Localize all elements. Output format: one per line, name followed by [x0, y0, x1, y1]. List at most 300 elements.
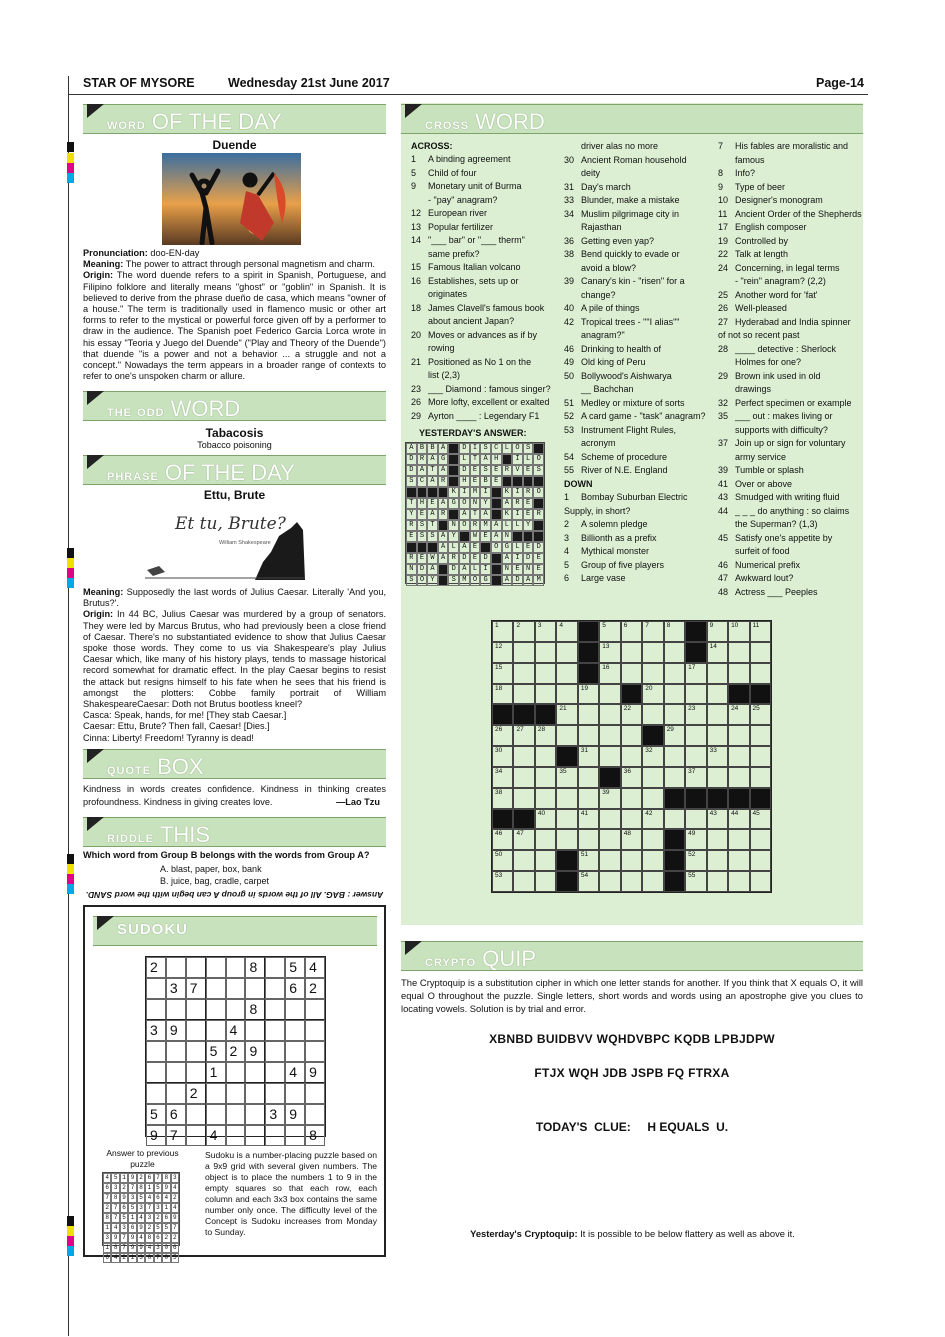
crossword-cell[interactable]: 1 — [492, 621, 513, 642]
yesterday-cell: R — [448, 553, 459, 564]
sudoku-previous-cell: 1 — [103, 1223, 111, 1233]
crossword-grid[interactable] — [491, 620, 772, 893]
crossword-cell[interactable] — [707, 767, 728, 788]
crossword-cell[interactable] — [556, 642, 577, 663]
sudoku-previous-cell: 2 — [171, 1233, 179, 1243]
crossword-cell[interactable] — [556, 829, 577, 850]
crossword-cell[interactable] — [728, 829, 749, 850]
sudoku-cell[interactable] — [245, 1083, 265, 1104]
crossword-cell[interactable]: 19 — [578, 684, 599, 705]
yesterday-cell — [417, 487, 428, 498]
crossword-cell[interactable]: 2 — [513, 621, 534, 642]
crossword-cell[interactable] — [535, 767, 556, 788]
crossword-cell[interactable] — [578, 725, 599, 746]
crossword-cell[interactable]: 49 — [685, 829, 706, 850]
sudoku-cell[interactable] — [206, 978, 226, 999]
crossword-cell[interactable] — [556, 809, 577, 830]
crossword-clue: 1 A binding agreement — [411, 154, 511, 164]
crossword-cell[interactable]: 10 — [728, 621, 749, 642]
yesterday-cell: G — [448, 498, 459, 509]
sudoku-cell[interactable] — [305, 1020, 325, 1041]
sudoku-cell[interactable]: 8 — [245, 957, 265, 978]
crossword-cell[interactable] — [621, 642, 642, 663]
crossword-cell[interactable] — [664, 663, 685, 684]
crossword-cell[interactable]: 18 — [492, 684, 513, 705]
crossword-cell[interactable] — [685, 809, 706, 830]
sudoku-cell[interactable]: 2 — [305, 978, 325, 999]
crossword-clue: 9 Monetary unit of Burma — [411, 181, 522, 191]
crossword-cell — [685, 621, 706, 642]
crossword-cell[interactable] — [707, 850, 728, 871]
cryptoquip-header: crypto QUIP — [401, 941, 863, 971]
crossword-cell[interactable]: 16 — [599, 663, 620, 684]
sudoku-cell[interactable] — [265, 1062, 285, 1083]
crossword-cell[interactable]: 40 — [535, 809, 556, 830]
sudoku-cell[interactable] — [265, 1020, 285, 1041]
crossword-cell[interactable] — [599, 809, 620, 830]
sudoku-cell[interactable]: 9 — [305, 1062, 325, 1083]
crossword-cell[interactable] — [513, 850, 534, 871]
crossword-cell — [728, 684, 749, 705]
crossword-cell[interactable]: 3 — [535, 621, 556, 642]
sudoku-cell[interactable]: 9 — [146, 1125, 166, 1146]
crossword-cell[interactable]: 46 — [492, 829, 513, 850]
yesterday-cell — [427, 542, 438, 553]
sudoku-cell[interactable] — [226, 999, 246, 1020]
crossword-cell[interactable] — [750, 767, 771, 788]
crossword-cell[interactable]: 12 — [492, 642, 513, 663]
paper-name: STAR OF MYSORE — [83, 76, 195, 90]
crossword-cell[interactable] — [685, 684, 706, 705]
crossword-cell[interactable] — [535, 829, 556, 850]
sudoku-cell[interactable] — [166, 1041, 186, 1062]
crossword-cell[interactable]: 35 — [556, 767, 577, 788]
crossword-clue: 33 Blunder, make a mistake — [564, 195, 680, 205]
crossword-cell[interactable] — [621, 788, 642, 809]
crossword-cell[interactable] — [599, 850, 620, 871]
sudoku-cell[interactable] — [226, 1104, 246, 1125]
sudoku-previous-cell: 9 — [128, 1243, 136, 1253]
sudoku-cell[interactable] — [265, 978, 285, 999]
yesterday-cell: A — [459, 564, 470, 575]
sudoku-cell[interactable]: 3 — [166, 978, 186, 999]
sudoku-cell[interactable] — [186, 1020, 206, 1041]
crossword-cell[interactable] — [642, 850, 663, 871]
crossword-cell[interactable]: 21 — [556, 704, 577, 725]
sudoku-cell[interactable] — [166, 1083, 186, 1104]
crossword-cell[interactable]: 15 — [492, 663, 513, 684]
crossword-cell[interactable] — [750, 642, 771, 663]
crossword-cell[interactable] — [728, 746, 749, 767]
sudoku-cell[interactable] — [285, 1041, 305, 1062]
sudoku-cell[interactable] — [305, 999, 325, 1020]
crossword-cell[interactable]: 55 — [685, 871, 706, 892]
crossword-cell[interactable] — [599, 871, 620, 892]
crossword-cell[interactable] — [664, 704, 685, 725]
sudoku-cell[interactable] — [226, 978, 246, 999]
sudoku-cell[interactable] — [245, 1062, 265, 1083]
crossword-cell[interactable] — [535, 663, 556, 684]
crossword-cell[interactable]: 13 — [599, 642, 620, 663]
yesterday-cell: R — [523, 487, 534, 498]
crossword-cell[interactable]: 33 — [707, 746, 728, 767]
sudoku-cell[interactable]: 8 — [305, 1125, 325, 1146]
crossword-cell[interactable] — [535, 684, 556, 705]
yesterday-cell: O — [459, 498, 470, 509]
sudoku-grid[interactable] — [145, 956, 326, 1143]
sudoku-cell[interactable] — [305, 1083, 325, 1104]
crossword-cell[interactable] — [621, 871, 642, 892]
crossword-cell[interactable] — [750, 850, 771, 871]
crossword-cell[interactable]: 38 — [492, 788, 513, 809]
sudoku-cell[interactable]: 8 — [245, 999, 265, 1020]
quote-box-header: quote BOX — [83, 749, 386, 779]
sudoku-cell[interactable]: 2 — [146, 957, 166, 978]
yesterday-cell: M — [459, 575, 470, 586]
crossword-cell[interactable]: 4 — [556, 621, 577, 642]
sudoku-cell[interactable] — [166, 1062, 186, 1083]
riddle-header: riddle THIS — [83, 817, 386, 847]
crossword-cell[interactable] — [621, 663, 642, 684]
yesterday-cell: L — [512, 520, 523, 531]
crossword-cell[interactable] — [728, 767, 749, 788]
crossword-cell[interactable]: 36 — [621, 767, 642, 788]
crossword-cell[interactable] — [599, 829, 620, 850]
crossword-cell[interactable] — [707, 871, 728, 892]
sudoku-previous-cell: 8 — [111, 1243, 119, 1253]
crossword-cell[interactable] — [599, 746, 620, 767]
sudoku-previous-cell: 1 — [145, 1183, 153, 1193]
crossword-cell[interactable] — [664, 642, 685, 663]
yesterday-cell: K — [502, 509, 513, 520]
crossword-cell[interactable] — [642, 704, 663, 725]
sudoku-cell[interactable] — [166, 957, 186, 978]
crossword-clue: 13 Popular fertilizer — [411, 221, 494, 232]
sudoku-cell[interactable] — [206, 999, 226, 1020]
crossword-cell[interactable]: 5 — [599, 621, 620, 642]
crossword-cell[interactable] — [556, 788, 577, 809]
sudoku-previous-cell: 8 — [145, 1253, 153, 1263]
page-number: Page-14 — [816, 76, 864, 90]
yesterday-cell: G — [480, 575, 491, 586]
crossword-cell[interactable]: 11 — [750, 621, 771, 642]
crossword-cell[interactable] — [750, 725, 771, 746]
sudoku-previous-cell: 9 — [128, 1233, 136, 1243]
crossword-cell[interactable] — [642, 829, 663, 850]
sudoku-cell[interactable] — [186, 957, 206, 978]
crossword-cell[interactable] — [707, 829, 728, 850]
crossword-cell[interactable]: 31 — [578, 746, 599, 767]
crossword-cell[interactable]: 17 — [685, 663, 706, 684]
crossword-cell[interactable]: 42 — [642, 809, 663, 830]
crossword-cell[interactable] — [685, 725, 706, 746]
sudoku-cell[interactable]: 5 — [285, 957, 305, 978]
crossword-cell[interactable]: 7 — [642, 621, 663, 642]
crossword-cell[interactable] — [513, 684, 534, 705]
yesterday-cell: E — [523, 498, 534, 509]
sudoku-cell[interactable]: 7 — [166, 1125, 186, 1146]
yesterday-cell: L — [470, 564, 481, 575]
crossword-cell[interactable] — [513, 663, 534, 684]
crossword-cell[interactable]: 51 — [578, 850, 599, 871]
crossword-cell[interactable] — [513, 746, 534, 767]
crossword-cell — [728, 788, 749, 809]
sudoku-cell[interactable]: 4 — [305, 957, 325, 978]
crossword-cell[interactable] — [642, 788, 663, 809]
sudoku-cell[interactable] — [146, 1062, 166, 1083]
crossword-cell[interactable]: 27 — [513, 725, 534, 746]
sudoku-cell[interactable] — [245, 1104, 265, 1125]
sudoku-cell[interactable] — [206, 1083, 226, 1104]
yesterday-cell: T — [470, 454, 481, 465]
crossword-cell[interactable]: 32 — [642, 746, 663, 767]
sudoku-cell[interactable] — [206, 957, 226, 978]
yesterday-cell: D — [406, 465, 417, 476]
crossword-cell[interactable] — [750, 663, 771, 684]
crossword-cell[interactable] — [642, 767, 663, 788]
crossword-cell[interactable]: 41 — [578, 809, 599, 830]
crossword-cell[interactable] — [750, 871, 771, 892]
sudoku-cell[interactable] — [226, 1062, 246, 1083]
sudoku-cell[interactable] — [146, 978, 166, 999]
sudoku-cell[interactable] — [265, 999, 285, 1020]
crossword-cell[interactable]: 25 — [750, 704, 771, 725]
crossword-cell[interactable]: 45 — [750, 809, 771, 830]
sudoku-cell[interactable]: 9 — [285, 1104, 305, 1125]
yesterday-cell — [480, 542, 491, 553]
sudoku-cell[interactable]: 5 — [146, 1104, 166, 1125]
sudoku-cell[interactable] — [206, 1020, 226, 1041]
crossword-cell[interactable]: 48 — [621, 829, 642, 850]
yesterday-cell: S — [533, 465, 544, 476]
crossword-cell[interactable] — [556, 663, 577, 684]
crossword-clue: 31 Day's march — [564, 181, 631, 192]
sudoku-cell[interactable] — [265, 1125, 285, 1146]
yesterday-cell — [533, 476, 544, 487]
crossword-cell[interactable] — [642, 663, 663, 684]
sudoku-cell[interactable] — [186, 1062, 206, 1083]
crossword-cell[interactable] — [556, 684, 577, 705]
crossword-cell[interactable] — [599, 725, 620, 746]
crossword-cell[interactable]: 28 — [535, 725, 556, 746]
crossword-clue: 23 ___ Diamond : famous singer? — [411, 383, 551, 394]
sudoku-cell[interactable] — [206, 1104, 226, 1125]
sudoku-cell[interactable] — [226, 1083, 246, 1104]
sudoku-cell[interactable] — [285, 1125, 305, 1146]
crossword-cell[interactable] — [707, 725, 728, 746]
yesterday-cell: A — [438, 542, 449, 553]
sudoku-cell[interactable] — [186, 999, 206, 1020]
crossword-cell — [621, 684, 642, 705]
yesterday-cell: N — [502, 564, 513, 575]
crossword-cell[interactable] — [578, 788, 599, 809]
sudoku-cell[interactable] — [285, 1083, 305, 1104]
sudoku-previous-cell: 2 — [103, 1203, 111, 1213]
crossword-cell[interactable] — [664, 746, 685, 767]
sudoku-cell[interactable] — [265, 957, 285, 978]
sudoku-cell[interactable]: 1 — [206, 1062, 226, 1083]
crossword-cell[interactable]: 8 — [664, 621, 685, 642]
yesterdays-cryptoquip: Yesterday's Cryptoquip: It is possible to be below flattery as well as above it. — [470, 1228, 795, 1239]
crossword-cell[interactable]: 23 — [685, 704, 706, 725]
sudoku-cell[interactable] — [146, 1041, 166, 1062]
sudoku-cell[interactable] — [226, 1125, 246, 1146]
crossword-cell[interactable] — [621, 809, 642, 830]
crossword-cell[interactable] — [535, 642, 556, 663]
crossword-cell[interactable]: 9 — [707, 621, 728, 642]
crossword-cell[interactable]: 24 — [728, 704, 749, 725]
yesterday-cell: O — [459, 520, 470, 531]
sudoku-cell[interactable]: 4 — [206, 1125, 226, 1146]
sudoku-cell[interactable] — [265, 1083, 285, 1104]
crossword-cell[interactable] — [750, 829, 771, 850]
sudoku-previous-cell: 3 — [120, 1223, 128, 1233]
sudoku-previous-cell: 7 — [154, 1253, 162, 1263]
crossword-cell[interactable] — [621, 850, 642, 871]
yesterday-cell: R — [417, 454, 428, 465]
crossword-cell[interactable] — [728, 663, 749, 684]
sudoku-cell[interactable]: 9 — [166, 1020, 186, 1041]
crossword-cell[interactable]: 47 — [513, 829, 534, 850]
crossword-clue: 22 Talk at length — [718, 249, 789, 259]
crossword-cell[interactable] — [621, 746, 642, 767]
yesterday-cell: A — [502, 553, 513, 564]
crossword-cell[interactable] — [728, 642, 749, 663]
sudoku-cell[interactable] — [265, 1041, 285, 1062]
crossword-cell[interactable]: 20 — [642, 684, 663, 705]
sudoku-cell[interactable] — [245, 978, 265, 999]
crossword-cell[interactable]: 14 — [707, 642, 728, 663]
crossword-cell[interactable]: 34 — [492, 767, 513, 788]
yesterday-cell: S — [406, 476, 417, 487]
sudoku-cell[interactable]: 4 — [285, 1062, 305, 1083]
crossword-cell[interactable] — [707, 663, 728, 684]
crossword-clues-col2 — [564, 140, 712, 586]
yesterday-cell: E — [523, 542, 534, 553]
crossword-cell[interactable] — [707, 704, 728, 725]
crossword-cell — [750, 788, 771, 809]
crossword-cell[interactable] — [578, 767, 599, 788]
crossword-clue: supports with difficulty? — [735, 424, 828, 435]
sudoku-cell[interactable]: 4 — [226, 1020, 246, 1041]
crossword-cell[interactable] — [535, 871, 556, 892]
crossword-clue: rowing — [428, 343, 455, 353]
yesterday-cell — [533, 443, 544, 454]
sudoku-cell[interactable] — [226, 957, 246, 978]
crossword-clue: 19 Controlled by — [718, 235, 789, 246]
crossword-cell[interactable]: 37 — [685, 767, 706, 788]
sudoku-cell[interactable] — [245, 1020, 265, 1041]
crossword-cell[interactable] — [642, 871, 663, 892]
sudoku-cell[interactable] — [285, 999, 305, 1020]
crossword-cell[interactable] — [513, 788, 534, 809]
sudoku-cell[interactable]: 9 — [245, 1041, 265, 1062]
crossword-cell[interactable] — [578, 829, 599, 850]
sudoku-cell[interactable] — [186, 1125, 206, 1146]
yesterday-cell: S — [406, 575, 417, 586]
crossword-cell[interactable] — [578, 704, 599, 725]
crossword-cell[interactable]: 53 — [492, 871, 513, 892]
sudoku-previous-cell: 8 — [111, 1193, 119, 1203]
crossword-cell[interactable] — [599, 704, 620, 725]
sudoku-cell[interactable] — [166, 999, 186, 1020]
yesterday-cell — [491, 564, 502, 575]
crossword-cell[interactable]: 6 — [621, 621, 642, 642]
crossword-cell[interactable]: 29 — [664, 725, 685, 746]
sudoku-previous-cell: 5 — [111, 1173, 119, 1183]
sudoku-cell[interactable] — [305, 1104, 325, 1125]
crossword-cell[interactable]: 44 — [728, 809, 749, 830]
sudoku-cell[interactable] — [245, 1125, 265, 1146]
sudoku-cell[interactable] — [146, 999, 166, 1020]
sudoku-cell[interactable]: 2 — [226, 1041, 246, 1062]
sudoku-cell[interactable] — [186, 1104, 206, 1125]
crossword-cell[interactable] — [513, 642, 534, 663]
crossword-cell[interactable] — [664, 809, 685, 830]
sudoku-cell[interactable]: 2 — [186, 1083, 206, 1104]
crossword-cell[interactable] — [707, 684, 728, 705]
crossword-clue: 53 Instrument Flight Rules, — [564, 424, 677, 435]
crossword-cell[interactable]: 30 — [492, 746, 513, 767]
sudoku-previous-cell: 6 — [103, 1183, 111, 1193]
sudoku-cell[interactable]: 7 — [186, 978, 206, 999]
crossword-cell[interactable]: 54 — [578, 871, 599, 892]
crossword-cell[interactable]: 39 — [599, 788, 620, 809]
crossword-cell[interactable] — [535, 746, 556, 767]
crossword-cell[interactable] — [664, 767, 685, 788]
sudoku-cell[interactable]: 6 — [166, 1104, 186, 1125]
sudoku-cell[interactable]: 5 — [206, 1041, 226, 1062]
sudoku-previous-cell: 5 — [154, 1223, 162, 1233]
yesterday-cell: N — [502, 531, 513, 542]
yesterday-cell: O — [512, 443, 523, 454]
crossword-cell[interactable] — [556, 725, 577, 746]
sudoku-cell[interactable] — [305, 1041, 325, 1062]
crossword-cell[interactable]: 26 — [492, 725, 513, 746]
sudoku-cell[interactable]: 3 — [146, 1020, 166, 1041]
crossword-cell — [513, 809, 534, 830]
crossword-clue: acronym — [581, 438, 616, 448]
word-of-the-day-header: word OF THE DAY — [83, 104, 386, 134]
sudoku-cell[interactable]: 3 — [265, 1104, 285, 1125]
sudoku-cell[interactable] — [146, 1083, 166, 1104]
crossword-cell[interactable] — [685, 746, 706, 767]
sudoku-cell[interactable] — [285, 1020, 305, 1041]
crossword-cell[interactable] — [535, 788, 556, 809]
crossword-cell[interactable] — [621, 725, 642, 746]
sudoku-cell[interactable]: 6 — [285, 978, 305, 999]
crossword-cell[interactable]: 52 — [685, 850, 706, 871]
crossword-cell[interactable] — [535, 850, 556, 871]
crossword-cell[interactable] — [728, 871, 749, 892]
crossword-cell[interactable] — [728, 725, 749, 746]
yesterday-cell: D — [533, 542, 544, 553]
crossword-cell[interactable] — [599, 684, 620, 705]
crossword-cell[interactable] — [513, 767, 534, 788]
crossword-cell[interactable]: 22 — [621, 704, 642, 725]
crossword-cell[interactable]: 50 — [492, 850, 513, 871]
crossword-cell[interactable] — [642, 642, 663, 663]
sudoku-previous-cell: 0 — [162, 1253, 170, 1263]
crossword-cell[interactable] — [513, 871, 534, 892]
crossword-cell[interactable] — [728, 850, 749, 871]
yesterday-cell — [533, 498, 544, 509]
crossword-cell[interactable] — [750, 746, 771, 767]
sudoku-cell[interactable] — [186, 1041, 206, 1062]
yesterday-cell: S — [523, 443, 534, 454]
crossword-cell[interactable]: 43 — [707, 809, 728, 830]
crossword-cell[interactable] — [664, 684, 685, 705]
